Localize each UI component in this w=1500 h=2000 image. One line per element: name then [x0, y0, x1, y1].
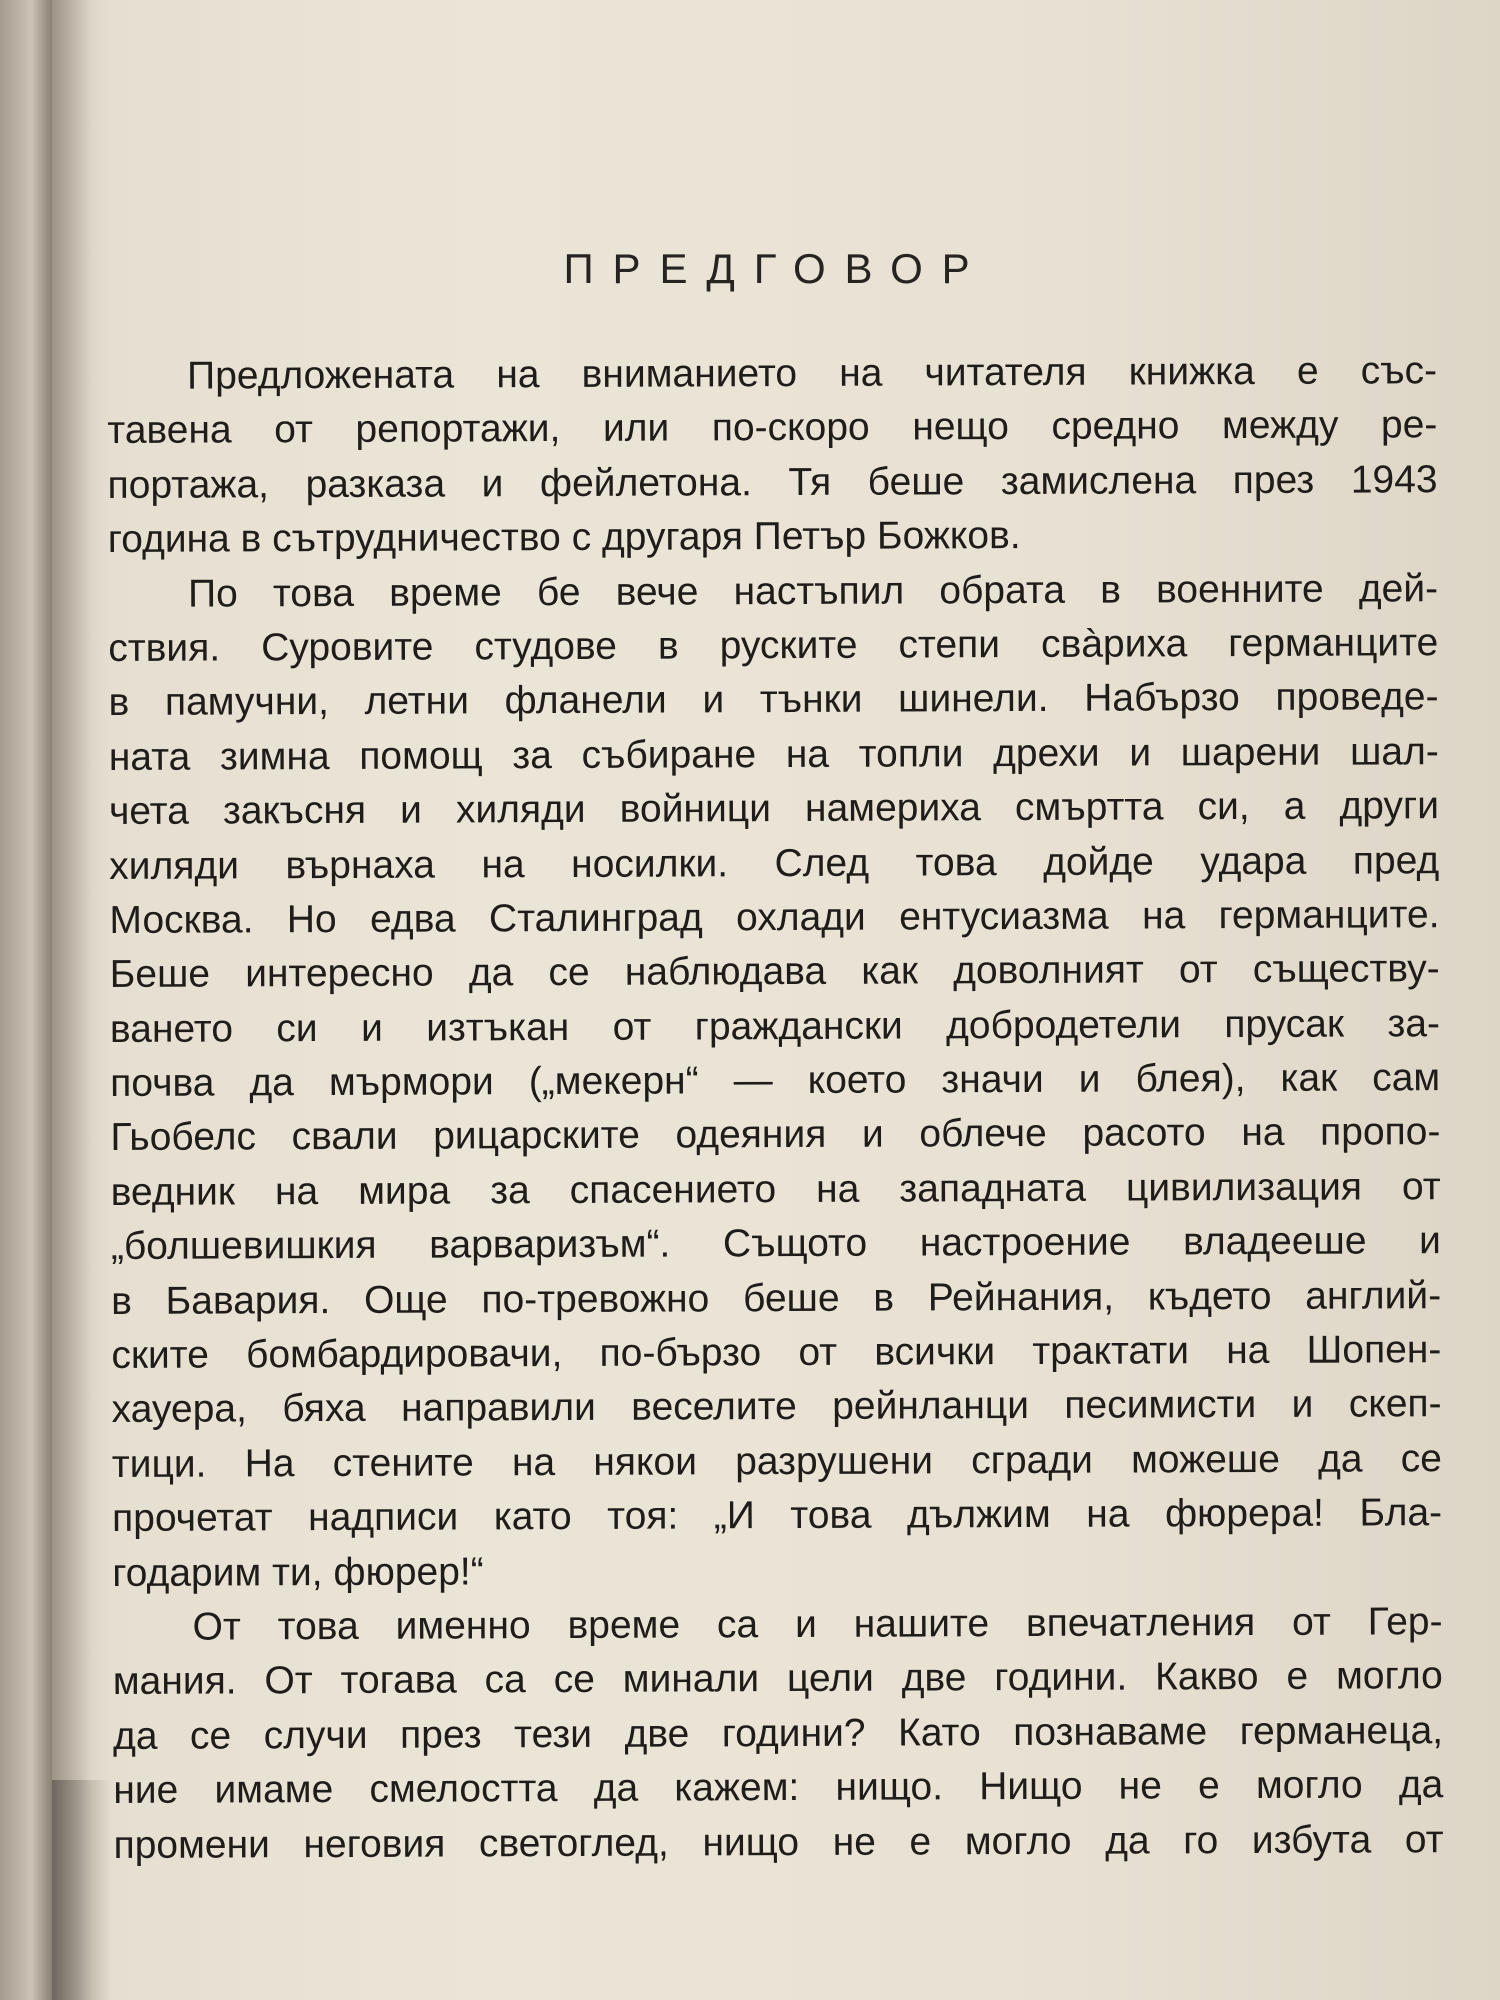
text-line: ние имаме смелостта да кажем: нищо. Нищо не е могло да [113, 1763, 1444, 1813]
text-line: мания. От тогава са се минали цели две години. Какво е могло [112, 1654, 1443, 1704]
text-line: ствия. Суровите студове в руските степи свàриха германците [108, 621, 1439, 670]
text-line: тици. На стените на някои разрушени сгради можеше да се [111, 1436, 1442, 1486]
book-page [52, 0, 1500, 2000]
text-line: ските бомбардировачи, по-бързо от всички трактати на Шопен- [111, 1328, 1442, 1378]
page-shadow [52, 1780, 112, 2000]
text-line: ването си и изтъкан от граждански добродетели прусак за- [109, 1001, 1441, 1051]
book-gutter [0, 0, 52, 2000]
text-line: тавена от репортажи, или по-скоро нещо средно между ре- [107, 403, 1438, 453]
text-line: Беше интересно да се наблюдава как доволният от съществу- [109, 947, 1440, 997]
text-line: По това време бе вече настъпил обрата в военните дей- [187, 566, 1439, 616]
text-line: От това именно време са и нашите впечатления от Гер- [192, 1600, 1443, 1649]
body-text [107, 344, 1444, 1873]
text-line: годарим ти, фюрер!“ [112, 1549, 484, 1595]
text-line: в памучни, летни фланели и тънки шинели. Набързо проведе- [108, 675, 1439, 725]
text-line: хауера, бяха направили веселите рейнланци песимисти и скеп- [111, 1382, 1442, 1432]
text-line: Москва. Но едва Сталинград охлади ентусиазма на германците. [109, 893, 1440, 942]
text-line: хиляди върнаха на носилки. След това дойде удара пред [109, 838, 1440, 888]
text-line: почва да мърмори („мекерн“ — което значи и блея), как сам [110, 1056, 1441, 1106]
text-line: чета закъсня и хиляди войници намериха смъртта си, а други [108, 784, 1440, 834]
text-line: прочетат надписи като тоя: „И това дължим на фюрера! Бла- [112, 1491, 1443, 1541]
text-line: портажа, разказа и фейлетона. Тя беше замислена през 1943 [107, 457, 1438, 507]
text-line: Предложената на вниманието на читателя книжка е със- [187, 349, 1438, 398]
text-line: в Бавария. Още по-тревожно беше в Рейнания, където англий- [111, 1273, 1442, 1323]
page-title: ПРЕДГОВОР [563, 245, 989, 292]
text-line: Гьобелс свали рицарските одеяния и облече расото на пропо- [110, 1110, 1441, 1160]
text-line: ната зимна помощ за събиране на топли дрехи и шарени шал- [108, 729, 1439, 779]
text-line: ведник на мира за спасението на западната цивилизация от [110, 1165, 1441, 1214]
text-line: промени неговия светоглед, нищо не е могло да го избута от [113, 1817, 1444, 1867]
text-line: „болшевишкия варваризъм“. Същото настроение владееше и [110, 1219, 1441, 1269]
text-line: да се случи през тези две години? Като познаваме германеца, [112, 1708, 1444, 1758]
text-line: година в сътрудничество с другаря Петър Божков. [107, 514, 1021, 562]
